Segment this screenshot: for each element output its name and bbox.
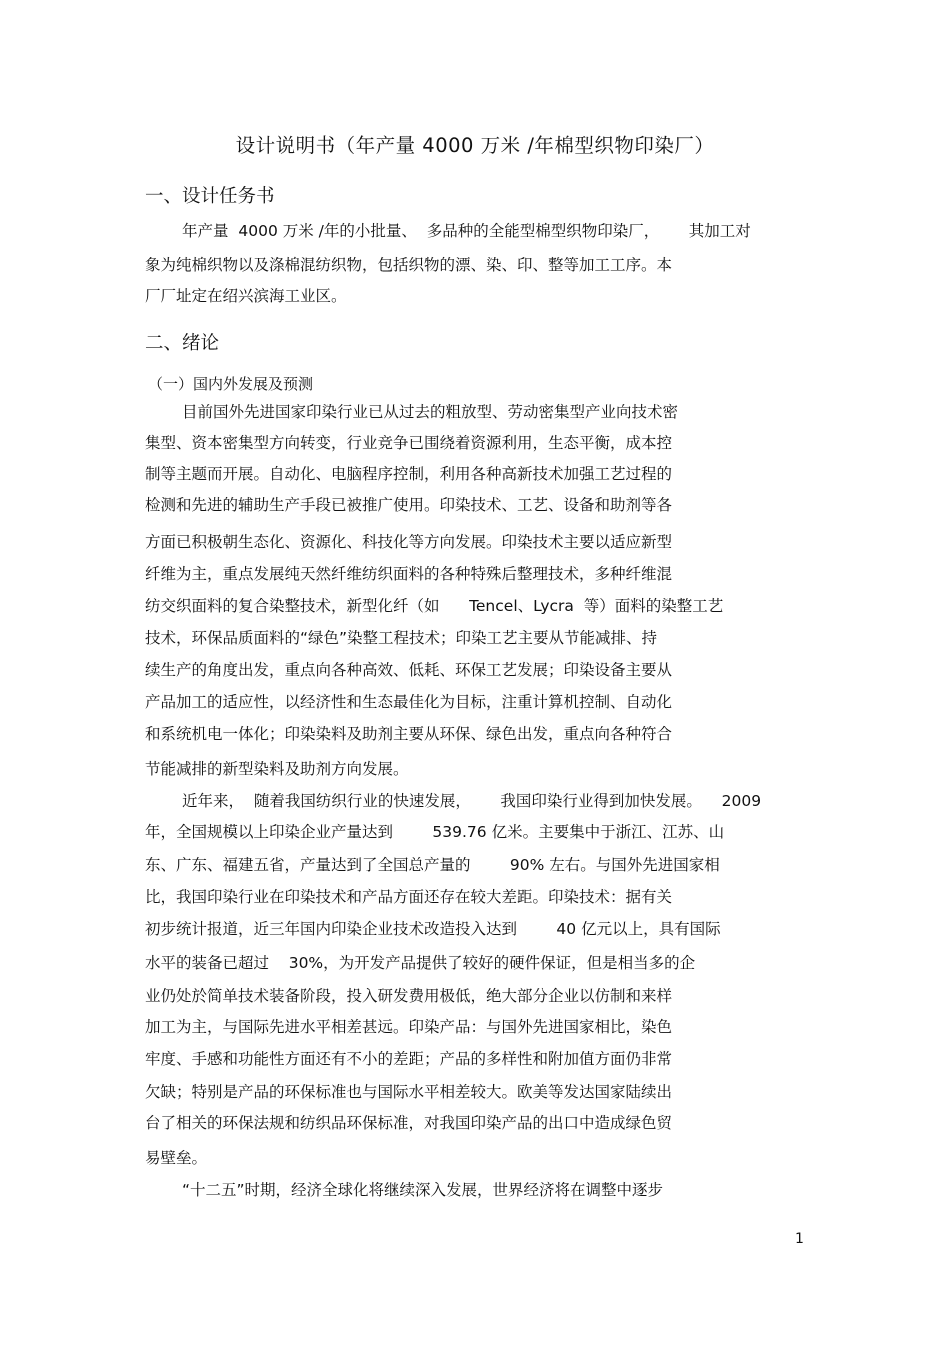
paragraph-line: 牢度、手感和功能性方面还有不小的差距；产品的多样性和附加值方面仍非常 — [145, 1050, 673, 1068]
section-heading-intro: 二、绪论 — [145, 333, 220, 354]
paragraph-line: 东、广东、福建五省，产量达到了全国总产量的 90% 左右。与国外先进国家相 — [145, 856, 720, 874]
paragraph-line: 台了相关的环保法规和纺织品环保标准，对我国印染产品的出口中造成绿色贸 — [145, 1114, 673, 1132]
paragraph-line: 纺交织面料的复合染整技术，新型化纤（如 Tencel、Lycra 等）面料的染整工艺 — [145, 597, 724, 615]
paragraph-line: 纤维为主，重点发展纯天然纤维纺织面料的各种特殊后整理技术，多种纤维混 — [145, 565, 673, 583]
paragraph-line: 制等主题而开展。自动化、电脑程序控制，利用各种高新技术加强工艺过程的 — [145, 465, 673, 483]
paragraph-line: 集型、资本密集型方向转变，行业竞争已围绕着资源利用，生态平衡，成本控 — [145, 434, 673, 452]
paragraph-line: 和系统机电一体化；印染染料及助剂主要从环保、绿色出发，重点向各种符合 — [145, 725, 673, 743]
paragraph-line: 厂厂址定在绍兴滨海工业区。 — [145, 287, 347, 305]
paragraph-line: 年产量 4000 万米 /年的小批量、 多品种的全能型棉型织物印染厂， 其加工对 — [182, 222, 751, 240]
paragraph-line: 检测和先进的辅助生产手段已被推广使用。印染技术、工艺、设备和助剂等各 — [145, 496, 673, 514]
subsection-heading: （一）国内外发展及预测 — [148, 375, 314, 393]
paragraph-line: 初步统计报道，近三年国内印染企业技术改造投入达到 40 亿元以上，具有国际 — [145, 920, 721, 938]
paragraph-line: 欠缺；特别是产品的环保标准也与国际水平相差较大。欧美等发达国家陆续出 — [145, 1083, 673, 1101]
page-number: 1 — [795, 1231, 804, 1247]
paragraph-line: 比，我国印染行业在印染技术和产品方面还存在较大差距。印染技术：据有关 — [145, 888, 673, 906]
paragraph-line: 易壁垒。 — [145, 1149, 208, 1167]
paragraph-line: 续生产的角度出发，重点向各种高效、低耗、环保工艺发展；印染设备主要从 — [145, 661, 673, 679]
paragraph-line: 方面已积极朝生态化、资源化、科技化等方向发展。印染技术主要以适应新型 — [145, 533, 673, 551]
paragraph-line: “十二五”时期，经济全球化将继续深入发展，世界经济将在调整中逐步 — [182, 1181, 664, 1199]
paragraph-line: 加工为主，与国际先进水平相差甚远。印染产品：与国外先进国家相比，染色 — [145, 1018, 673, 1036]
paragraph-line: 技术，环保品质面料的“绿色”染整工程技术；印染工艺主要从节能减排、持 — [145, 629, 658, 647]
section-heading-task: 一、设计任务书 — [145, 186, 275, 207]
paragraph-line: 象为纯棉织物以及涤棉混纺织物，包括织物的漂、染、印、整等加工工序。本 — [145, 256, 673, 274]
paragraph-line: 产品加工的适应性，以经济性和生态最佳化为目标，注重计算机控制、自动化 — [145, 693, 673, 711]
paragraph-line: 年，全国规模以上印染企业产量达到 539.76 亿米。主要集中于浙江、江苏、山 — [145, 823, 725, 841]
paragraph-line: 近年来， 随着我国纺织行业的快速发展， 我国印染行业得到加快发展。 2009 — [182, 792, 762, 810]
paragraph-line: 节能减排的新型染料及助剂方向发展。 — [145, 760, 409, 778]
paragraph-line: 水平的装备已超过 30%，为开发产品提供了较好的硬件保证，但是相当多的企 — [145, 954, 696, 972]
paragraph-line: 业仍处於简单技术装备阶段，投入研发费用极低，绝大部分企业以仿制和来样 — [145, 987, 673, 1005]
page-title: 设计说明书（年产量 4000 万米 /年棉型织物印染厂） — [235, 134, 715, 157]
paragraph-line: 目前国外先进国家印染行业已从过去的粗放型、劳动密集型产业向技术密 — [182, 403, 679, 421]
